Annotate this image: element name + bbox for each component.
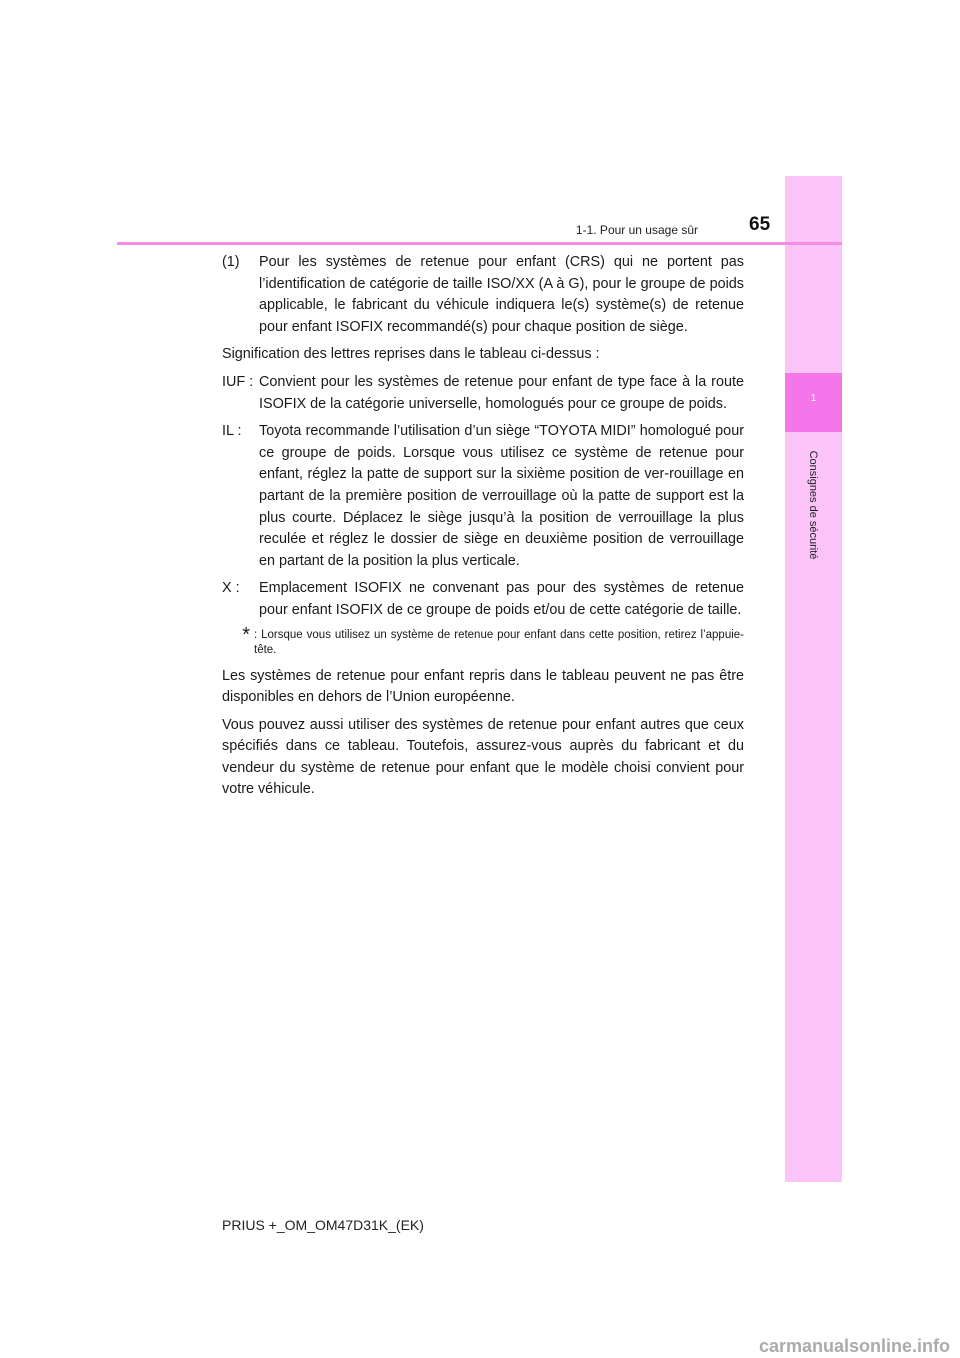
note-text: Pour les systèmes de retenue pour enfant (CRS) qui ne portent pas l’identification de catégorie de taille ISO/XX (A à G), pour le groupe de poids applicable, le fabricant du véhicule indiquera le(s) système(s) de retenue pour enfant ISOFIX recommandé(s) pour chaque position de siège. (259, 254, 744, 335)
side-tab (785, 176, 842, 1182)
legend-code: IUF : (222, 373, 254, 390)
footnote-text: : Lorsque vous utilisez un système de retenue pour enfant dans cette position, retirez l’appuie-tête. (254, 628, 744, 656)
legend-item-iuf (222, 372, 744, 415)
note-label: (1) (222, 254, 240, 270)
watermark: carmanualsonline.info (758, 1336, 950, 1356)
legend-text: Emplacement ISOFIX ne convenant pas pour des systèmes de retenue pour enfant ISOFIX de ce groupe de poids et/ou de cette catégorie de taille. (259, 580, 744, 618)
legend-item-il (222, 421, 744, 572)
availability-paragraph: Les systèmes de retenue pour enfant repris dans le tableau peuvent ne pas être disponibles en dehors de l’Union européenne. (222, 667, 744, 706)
document-code: PRIUS +_OM_OM47D31K_(EK) (222, 1217, 424, 1233)
legend-intro: Signification des lettres reprises dans le tableau ci-dessus : (222, 346, 600, 363)
legend-code: X : (222, 580, 240, 597)
legend-item-x (222, 578, 744, 621)
footnote-mark: * (242, 623, 250, 646)
chapter-title: Consignes de sécurité (807, 450, 819, 560)
legend-text: Convient pour les systèmes de retenue pour enfant de type face à la route ISOFIX de la catégorie universelle, homologués pour ce groupe de poids. (259, 373, 744, 412)
chapter-number: 1 (810, 393, 817, 404)
legend-code: IL : (222, 423, 242, 440)
table-note-1 (222, 252, 744, 338)
footnote (222, 623, 744, 658)
legend-text: Toyota recommande l’utilisation d’un siège “TOYOTA MIDI” homologué pour ce groupe de poids. Lorsque vous utilisez ce système de retenue pour enfant, réglez la patte de support sur la sixième position de ver-rouillage en partant de la première position de verrouillage où la patte de support est la plus courte. Déplacez le siège jusqu’à la position de verrouillage la plus reculée et réglez le dossier de siège en deuxième position de verrouillage en partant de la position la plus verticale. (259, 423, 744, 569)
section-title: 1-1. Pour un usage sûr (575, 223, 698, 237)
page-number: 65 (749, 214, 771, 235)
other-systems-paragraph: Vous pouvez aussi utiliser des systèmes de retenue pour enfant autres que ceux spécifiés dans ce tableau. Toutefois, assurez-vous auprès du fabricant et du vendeur du système de retenue pour enfant que le modèle choisi convient pour votre véhicule. (222, 716, 744, 798)
page-content (222, 252, 744, 807)
chapter-tab[interactable] (785, 373, 842, 432)
header-divider (117, 242, 842, 245)
